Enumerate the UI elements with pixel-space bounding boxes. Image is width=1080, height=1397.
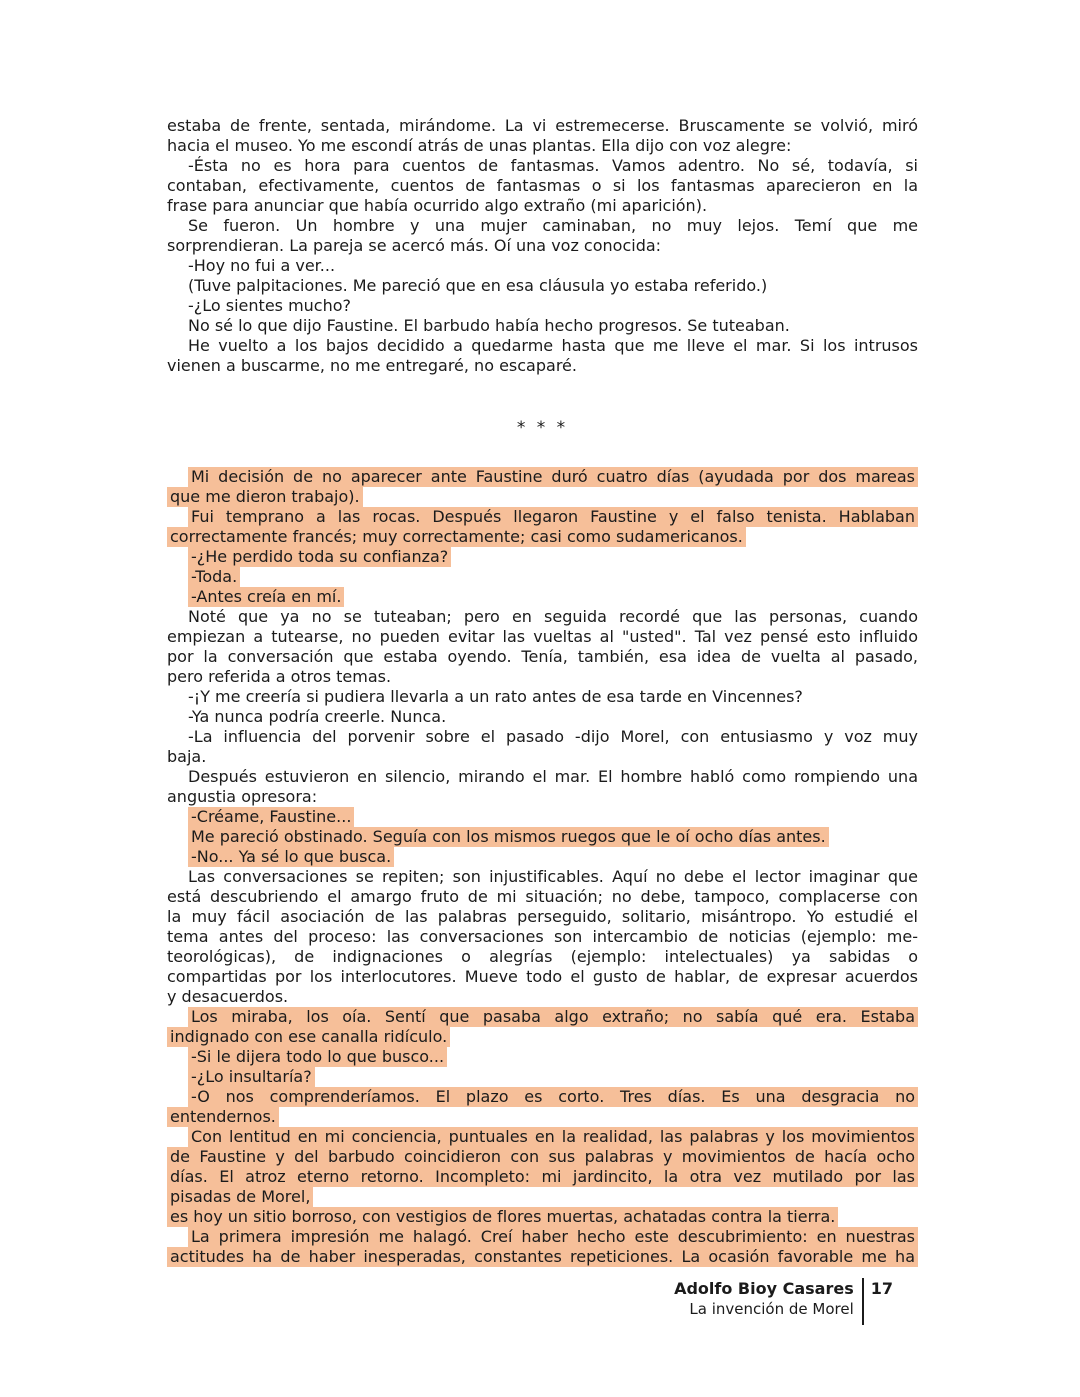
text-line — [167, 987, 918, 1007]
section-separator: * * * — [516, 418, 569, 438]
text-line — [167, 907, 918, 927]
highlighted-text: -Si le dijera todo lo que busco... — [188, 1047, 447, 1067]
body-text: pero referida a otros temas. — [167, 667, 392, 686]
body-text: por la conversación que estaba oyendo. Tenía, también, esa idea de vuelta al pasado, — [167, 647, 918, 666]
text-line — [167, 1227, 918, 1247]
text-line — [167, 176, 918, 196]
highlighted-text: días. El atroz eterno retorno. Incompleto: mi jardincito, la otra vez mutilado por las — [167, 1167, 918, 1187]
body-text: contaban, efectivamente, cuentos de fantasmas o si los fantasmas aparecieron en la — [167, 176, 918, 195]
text-line — [167, 1047, 918, 1067]
text-line — [167, 1007, 918, 1027]
text-line — [167, 196, 918, 216]
text-line — [167, 587, 918, 607]
body-text: baja. — [167, 747, 207, 766]
body-text: hacia el museo. Yo me escondí atrás de unas plantas. Ella dijo con voz alegre: — [167, 136, 792, 155]
highlighted-text: Con lentitud en mi conciencia, puntuales en la realidad, las palabras y los movimientos — [188, 1127, 918, 1147]
text-line — [167, 847, 918, 867]
page-footer — [674, 1278, 893, 1325]
text-line — [167, 276, 918, 296]
text-block-1 — [167, 116, 918, 376]
body-text: la muy fácil asociación de las palabras perseguido, solitario, misántropo. Yo estudié el — [167, 907, 918, 926]
text-line — [167, 967, 918, 987]
body-text: -¿Lo sientes mucho? — [188, 296, 352, 315]
highlighted-text: -No... Ya sé lo que busca. — [188, 847, 394, 867]
text-line — [167, 687, 918, 707]
text-line — [167, 487, 918, 507]
highlighted-text: -O nos comprenderíamos. El plazo es corto. Tres días. Es una desgracia no — [188, 1087, 918, 1107]
footer-page-number: 17 — [870, 1279, 893, 1298]
text-line — [167, 216, 918, 236]
highlighted-text: de Faustine y del barbudo coincidieron con sus palabras y movimientos de hacía ocho — [167, 1147, 918, 1167]
text-line — [167, 1247, 918, 1267]
text-line — [167, 1167, 918, 1187]
body-text: teorológicas), de indignaciones o alegrías (ejemplo: intelectuales) ya sabidas o — [167, 947, 918, 966]
text-block-2 — [167, 467, 918, 1267]
text-line — [167, 296, 918, 316]
footer-book-title: La invención de Morel — [689, 1300, 854, 1318]
highlighted-text: -¿Lo insultaría? — [188, 1067, 315, 1087]
highlighted-text: Me pareció obstinado. Seguía con los mismos ruegos que le oí ocho días antes. — [188, 827, 829, 847]
text-line — [167, 236, 918, 256]
text-line — [167, 867, 918, 887]
text-line — [167, 156, 918, 176]
body-text: -¡Y me creería si pudiera llevarla a un rato antes de esa tarde en Vincennes? — [188, 687, 803, 706]
highlighted-text: pisadas de Morel, — [167, 1187, 313, 1207]
text-line — [167, 1067, 918, 1087]
body-text: He vuelto a los bajos decidido a quedarme hasta que me lleve el mar. Si los intrusos — [188, 336, 918, 355]
highlighted-text: es hoy un sitio borroso, con vestigios de flores muertas, achatadas contra la tierra. — [167, 1207, 838, 1227]
body-text: Se fueron. Un hombre y una mujer caminaban, no muy lejos. Temí que me — [188, 216, 918, 235]
body-text: tema antes del proceso: las conversaciones son intercambio de noticias (ejemplo: me- — [167, 927, 918, 946]
text-line — [167, 707, 918, 727]
highlighted-text: Fui temprano a las rocas. Después llegaron Faustine y el falso tenista. Hablaban — [188, 507, 918, 527]
text-line — [167, 787, 918, 807]
footer-text — [674, 1278, 854, 1320]
text-line — [167, 887, 918, 907]
text-line — [167, 767, 918, 787]
body-text: angustia opresora: — [167, 787, 318, 806]
highlighted-text: -Créame, Faustine... — [188, 807, 354, 827]
body-text: Noté que ya no se tuteaban; pero en seguida recordé que las personas, cuando — [188, 607, 918, 626]
text-line — [167, 1107, 918, 1127]
highlighted-text: que me dieron trabajo). — [167, 487, 363, 507]
body-text: está descubriendo el amargo fruto de mi situación; no debe, tampoco, complacerse con — [167, 887, 918, 906]
body-text: compartidas por los interlocutores. Mueve todo el gusto de hablar, de expresar acuerdos — [167, 967, 918, 986]
body-text: y desacuerdos. — [167, 987, 289, 1006]
body-text: -La influencia del porvenir sobre el pasado -dijo Morel, con entusiasmo y voz muy — [188, 727, 918, 746]
highlighted-text: indignado con ese canalla ridículo. — [167, 1027, 450, 1047]
highlighted-text: Los miraba, los oía. Sentí que pasaba algo extraño; no sabía qué era. Estaba — [188, 1007, 918, 1027]
text-line — [167, 947, 918, 967]
text-line — [167, 1027, 918, 1047]
highlighted-text: -¿He perdido toda su confianza? — [188, 547, 451, 567]
text-line — [167, 316, 918, 336]
highlighted-text: correctamente francés; muy correctamente; casi como sudamericanos. — [167, 527, 746, 547]
text-line — [167, 567, 918, 587]
body-text: Las conversaciones se repiten; son injustificables. Aquí no debe el lector imaginar que — [188, 867, 918, 886]
text-line — [167, 527, 918, 547]
body-text: (Tuve palpitaciones. Me pareció que en esa cláusula yo estaba referido.) — [188, 276, 768, 295]
text-line — [167, 607, 918, 627]
highlighted-text: -Toda. — [188, 567, 240, 587]
footer-divider — [862, 1278, 864, 1325]
text-line — [167, 627, 918, 647]
text-line — [167, 667, 918, 687]
text-line — [167, 1147, 918, 1167]
text-line — [167, 467, 918, 487]
text-line — [167, 547, 918, 567]
body-text: empiezan a tutearse, no pueden evitar las vueltas al "usted". Tal vez pensé esto influido — [167, 627, 918, 646]
text-line — [167, 727, 918, 747]
text-line — [167, 256, 918, 276]
highlighted-text: La primera impresión me halagó. Creí haber hecho este descubrimiento: en nuestras — [188, 1227, 918, 1247]
body-text: No sé lo que dijo Faustine. El barbudo había hecho progresos. Se tuteaban. — [188, 316, 790, 335]
text-line — [167, 116, 918, 136]
text-line — [167, 1187, 918, 1207]
body-text: vienen a buscarme, no me entregaré, no escaparé. — [167, 356, 577, 375]
text-line — [167, 747, 918, 767]
text-line — [167, 1127, 918, 1147]
text-line — [167, 507, 918, 527]
text-line — [167, 647, 918, 667]
body-text: -Ésta no es hora para cuentos de fantasmas. Vamos adentro. No sé, todavía, si — [188, 156, 918, 175]
highlighted-text: actitudes ha de haber inesperadas, constantes repeticiones. La ocasión favorable me ha — [167, 1247, 918, 1267]
highlighted-text: -Antes creía en mí. — [188, 587, 344, 607]
body-text: -Hoy no fui a ver... — [188, 256, 336, 275]
text-line — [167, 136, 918, 156]
body-text: frase para anunciar que había ocurrido algo extraño (mi aparición). — [167, 196, 708, 215]
body-text: -Ya nunca podría creerle. Nunca. — [188, 707, 447, 726]
text-line — [167, 356, 918, 376]
text-line — [167, 807, 918, 827]
body-text: estaba de frente, sentada, mirándome. La vi estremecerse. Bruscamente se volvió, miró — [167, 116, 918, 135]
text-column — [167, 116, 918, 1267]
text-line — [167, 927, 918, 947]
text-line — [167, 1207, 918, 1227]
highlighted-text: Mi decisión de no aparecer ante Faustine duró cuatro días (ayudada por dos mareas — [188, 467, 918, 487]
text-line — [167, 336, 918, 356]
highlighted-text: entendernos. — [167, 1107, 279, 1127]
text-line — [167, 827, 918, 847]
text-line — [167, 1087, 918, 1107]
body-text: sorprendieran. La pareja se acercó más. Oí una voz conocida: — [167, 236, 662, 255]
footer-author: Adolfo Bioy Casares — [674, 1279, 854, 1298]
body-text: Después estuvieron en silencio, mirando el mar. El hombre habló como rompiendo una — [188, 767, 918, 786]
